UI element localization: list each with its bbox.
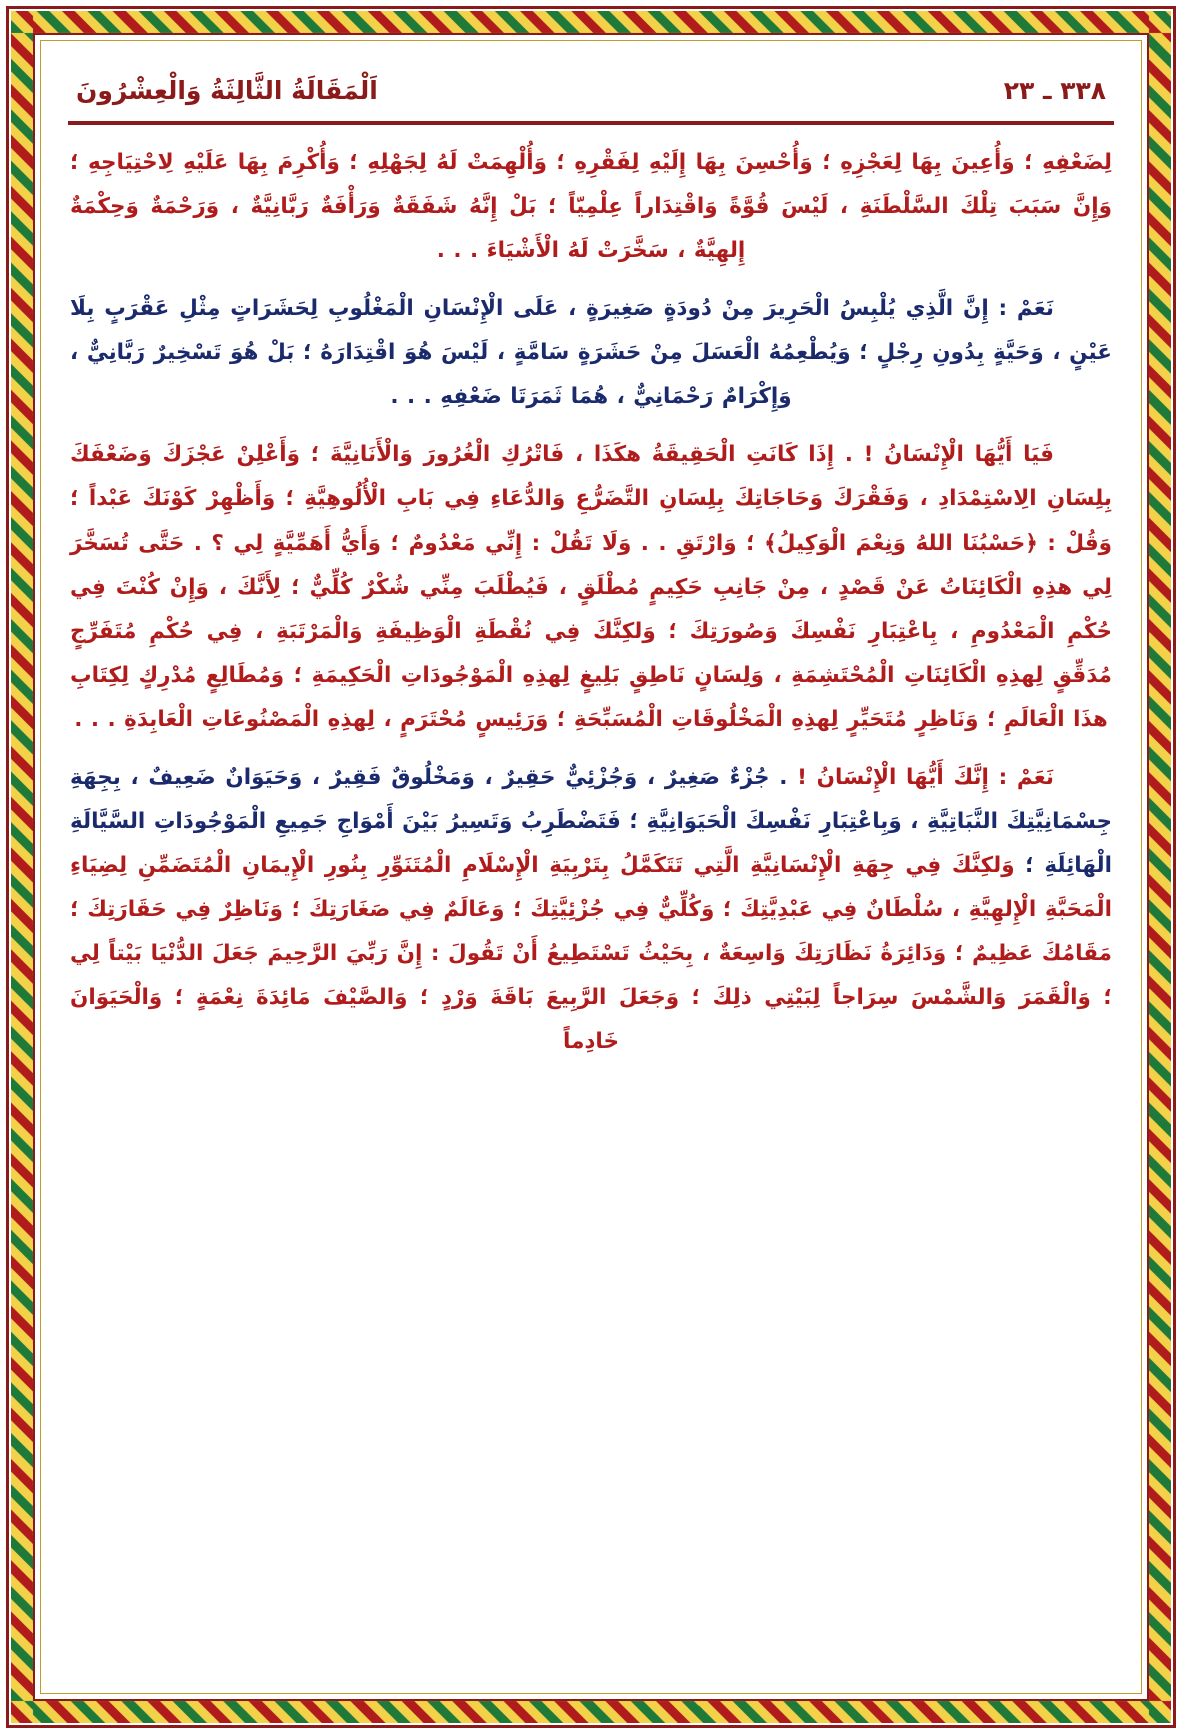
page-content — [62, 58, 1120, 1676]
chapter-title: اَلْمَقَالَةُ الثَّالِثَةُ وَالْعِشْرُونَ — [76, 76, 378, 105]
paragraph-3 — [70, 433, 1112, 741]
paragraph-4 — [70, 756, 1112, 1064]
quranic-quote: ﴿حَسْبُنَا اللهُ وَنِعْمَ الْوَكِيلُ﴾ — [764, 530, 1038, 556]
paragraph-4-middle: . جُزْءٌ صَغِيرٌ ، وَجُزْئِيٌّ حَقِيرٌ ، وَمَخْلُوقٌ فَقِيرٌ ، وَحَيَوَانٌ ضَعِيفٌ ، بِجِهَةِ جِسْمَانِيَّتِكَ النَّبَاتِيَّةِ ، وَبِاعْتِبَارِ نَفْسِكَ الْحَيَوَانِيَّةِ ؛ فَتَضْطَرِبُ وَتَسِيرُ بَيْنَ أَمْوَاجِ جَمِيعِ الْمَوْجُودَاتِ السَّيَّالَةِ الْهَائِلَةِ ؛ — [70, 764, 1112, 878]
paragraph-3-lead: فَيَا أَيُّهَا الْإِنْسَانُ ! . إِذَا كَانَتِ الْحَقِيقَةُ هكَذَا ، فَاتْرُكِ الْغُرُورَ وَالْأَنَانِيَّةَ ؛ وَأَعْلِنْ عَجْزَكَ وَضَعْفَكَ بِلِسَانِ الِاسْتِمْدَادِ ، وَفَقْرَكَ وَحَاجَاتِكَ بِلِسَانِ التَّضَرُّعِ وَالدُّعَاءِ فِي بَابِ الْأُلُوهِيَّةِ ؛ وَأَظْهِرْ كَوْنَكَ عَبْداً ؛ وَقُلْ : — [70, 442, 1113, 556]
page-body — [62, 125, 1120, 1064]
paragraph-1: لِضَعْفِهِ ؛ وَأُعِينَ بِهَا لِعَجْزِهِ ؛ وَأُحْسِنَ بِهَا إِلَيْهِ لِفَقْرِهِ ؛ وَأُلْهِمَتْ لَهُ لِجَهْلِهِ ؛ وَأُكْرِمَ بِهَا عَلَيْهِ لِاحْتِيَاجِهِ ؛ وَإِنَّ سَبَبَ تِلْكَ السَّلْطَنَةِ ، لَيْسَ قُوَّةً وَاقْتِدَاراً عِلْمِيّاً ؛ بَلْ إِنَّهُ شَفَقَةٌ وَرَأْفَةٌ رَبَّانِيَّةٌ ، وَرَحْمَةٌ وَحِكْمَةٌ إِلهِيَّةٌ ، سَخَّرَتْ لَهُ الْأَشْيَاءَ . . . — [70, 150, 1112, 264]
page-number: ٣٣٨ ـ ٢٣ — [1003, 76, 1106, 105]
page-header — [62, 58, 1120, 111]
paragraph-2: نَعَمْ : إِنَّ الَّذِي يُلْبِسُ الْحَرِيرَ مِنْ دُودَةٍ صَغِيرَةٍ ، عَلَى الْإِنْسَانِ الْمَغْلُوبِ لِحَشَرَاتٍ مِثْلِ عَقْرَبٍ بِلَا عَيْنٍ ، وَحَيَّةٍ بِدُونِ رِجْلٍ ؛ وَيُطْعِمُهُ الْعَسَلَ مِنْ حَشَرَةٍ سَامَّةٍ ، لَيْسَ هُوَ اقْتِدَارَهُ ؛ بَلْ هُوَ تَسْخِيرٌ رَبَّانِيٌّ ، وَإِكْرَامٌ رَحْمَانِيٌّ ، هُمَا ثَمَرَتَا ضَعْفِهِ . . . — [70, 296, 1112, 410]
paragraph-3-rest: ؛ وَارْتَقِ . . وَلَا تَقُلْ : إِنِّي مَعْدُومٌ ؛ وَأَيُّ أَهَمِّيَّةٍ لِي ؟ . حَتَّى تُسَخَّرَ لِي هذِهِ الْكَائِنَاتُ عَنْ قَصْدٍ ، مِنْ جَانِبِ حَكِيمٍ مُطْلَقٍ ، فَيُطْلَبَ مِنِّي شُكْرٌ كُلِّيٌّ ؛ لِأَنَّكَ ، وَإِنْ كُنْتَ فِي حُكْمِ الْمَعْدُومِ ، بِاعْتِبَارِ نَفْسِكَ وَصُورَتِكَ ؛ وَلكِنَّكَ فِي نُقْطَةِ الْوَظِيفَةِ وَالْمَرْتَبَةِ ، فِي حُكْمِ مُتَفَرِّجٍ مُدَقِّقٍ لِهذِهِ الْكَائِنَاتِ الْمُحْتَشِمَةِ ، وَلِسَانٍ نَاطِقٍ بَلِيغٍ لِهذِهِ الْمَوْجُودَاتِ الْحَكِيمَةِ ؛ وَمُطَالِعٍ مُدْرِكٍ لِكِتَابِ هذَا الْعَالَمِ ؛ وَنَاظِرٍ مُتَحَيِّرٍ لِهذِهِ الْمَخْلُوقَاتِ الْمُسَبِّحَةِ ؛ وَرَئِيسٍ مُحْتَرَمٍ ، لِهذِهِ الْمَصْنُوعَاتِ الْعَابِدَةِ . . . — [70, 530, 1112, 732]
paragraph-4-opening: نَعَمْ : إِنَّكَ أَيُّهَا الْإِنْسَانُ ! — [797, 764, 1054, 790]
paragraph-4-closing: وَلكِنَّكَ فِي جِهَةِ الْإِنْسَانِيَّةِ الَّتِي تَتَكَمَّلُ بِتَرْبِيَةِ الْإِسْلَامِ الْمُتَنَوِّرِ بِنُورِ الْإِيمَانِ الْمُتَضَمِّنِ لِضِيَاءِ الْمَحَبَّةِ الْإِلهِيَّةِ ، سُلْطَانٌ فِي عَبْدِيَّتِكَ ؛ وَكُلِّيٌّ فِي جُزْئِيَّتِكَ ؛ وَعَالَمٌ فِي صَغَارَتِكَ ؛ وَنَاظِرٌ فِي حَقَارَتِكَ ؛ مَقَامُكَ عَظِيمٌ ؛ وَدَائِرَةُ نَظَارَتِكَ وَاسِعَةٌ ، بِحَيْثُ تَسْتَطِيعُ أَنْ تَقُولَ : إِنَّ رَبِّيَ الرَّحِيمَ جَعَلَ الدُّنْيَا بَيْتاً لِي ؛ وَالْقَمَرَ وَالشَّمْسَ سِرَاجاً لِبَيْتِي ذلِكَ ؛ وَجَعَلَ الرَّبِيعَ بَاقَةَ وَرْدٍ ؛ وَالصَّيْفَ مَائِدَةَ نِعْمَةٍ ؛ وَالْحَيَوَانَ خَادِماً — [70, 852, 1112, 1055]
